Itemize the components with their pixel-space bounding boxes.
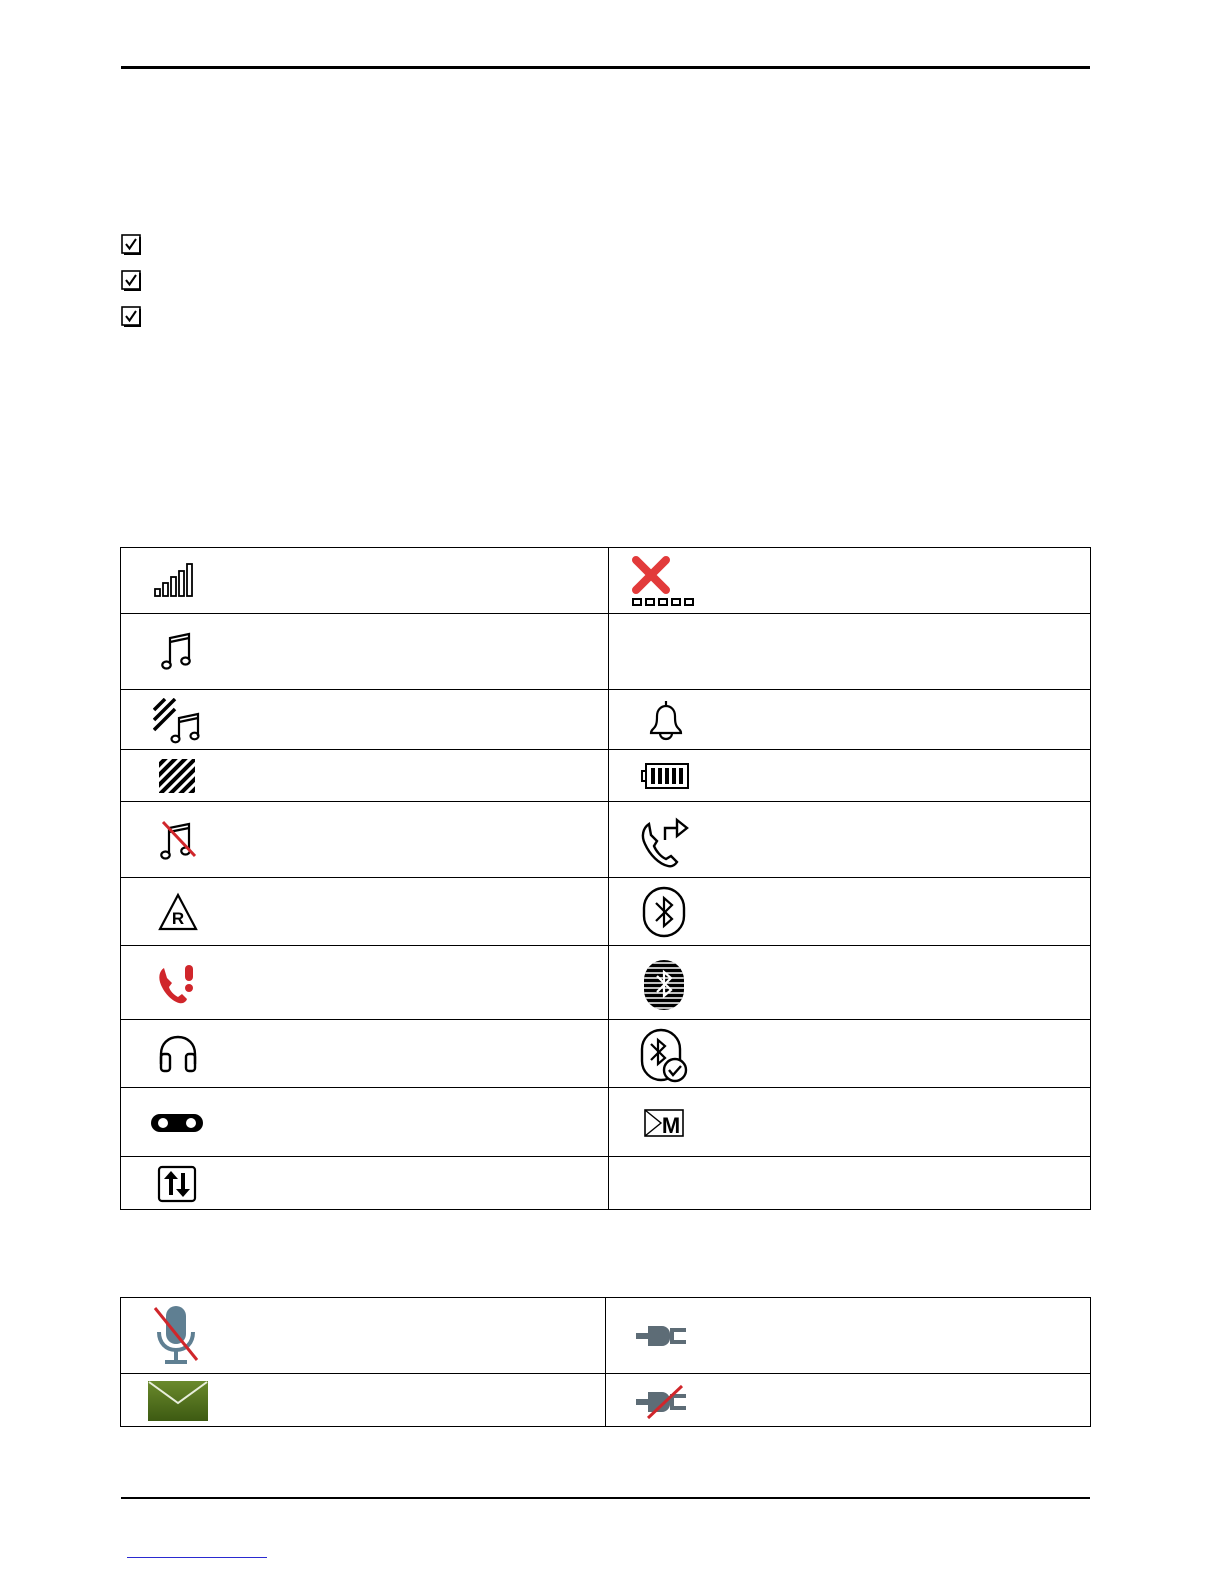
table-cell [609,548,1091,614]
table-row [121,548,1091,614]
data-transfer-icon [157,1165,197,1203]
mms-message-icon [643,1108,689,1138]
voicemail-icon [149,1112,205,1134]
checklist [121,234,143,342]
table-cell [609,1157,1091,1210]
table-row [121,946,1091,1020]
table-cell [121,614,609,690]
footer-link-underline[interactable] [127,1557,267,1558]
table-cell [121,1020,609,1088]
table-cell [606,1374,1091,1427]
microphone-muted-icon [151,1304,201,1368]
table-cell [121,1088,609,1157]
table-cell [609,946,1091,1020]
table-cell [121,548,609,614]
vibrate-icon [157,757,197,795]
bluetooth-icon [641,886,687,938]
call-forward-icon [637,814,693,870]
silent-mode-icon [159,818,199,862]
checked-box-icon[interactable] [121,234,143,256]
table-cell [121,1298,606,1374]
table-cell [121,946,609,1020]
charger-connected-icon [634,1320,690,1352]
table-row [121,690,1091,750]
vibrate-and-ring-icon [153,698,203,744]
table-cell [121,690,609,750]
table-row [121,1374,1091,1427]
bluetooth-visible-icon [641,958,687,1012]
status-icons-table [120,547,1091,1210]
alarm-bell-icon [641,698,691,744]
signal-strength-icon [153,561,201,599]
table-cell [609,802,1091,878]
roaming-icon [157,892,199,932]
table-row [121,1020,1091,1088]
table-cell [609,878,1091,946]
svg-text:M: M [661,1113,681,1138]
footer-rule [121,1497,1090,1499]
table-cell [609,1020,1091,1088]
table-cell [609,1088,1091,1157]
table-cell [121,802,609,878]
checklist-item [121,306,143,342]
table-cell [609,750,1091,802]
svg-text:R: R [171,909,185,928]
checked-box-icon[interactable] [121,270,143,292]
checked-box-icon[interactable] [121,306,143,328]
table-row [121,1157,1091,1210]
missed-call-icon [155,962,201,1006]
no-signal-icon [631,556,701,608]
headset-icon [157,1034,199,1074]
table-cell [609,690,1091,750]
table-cell [121,1157,609,1210]
charger-disconnected-icon [634,1384,690,1420]
checklist-item [121,234,143,270]
battery-full-icon [641,761,691,791]
table-row [121,802,1091,878]
bluetooth-connected-icon [639,1028,693,1084]
header-rule [121,66,1090,69]
table-cell [121,1374,606,1427]
new-message-icon [147,1380,209,1422]
table-row [121,1298,1091,1374]
table-row [121,750,1091,802]
table-row [121,614,1091,690]
checklist-item [121,270,143,306]
call-icons-table [120,1297,1091,1427]
table-cell [609,614,1091,690]
table-cell [121,750,609,802]
table-cell [606,1298,1091,1374]
table-row [121,1088,1091,1157]
ring-tone-icon [161,632,193,672]
table-row [121,878,1091,946]
table-cell [121,878,609,946]
